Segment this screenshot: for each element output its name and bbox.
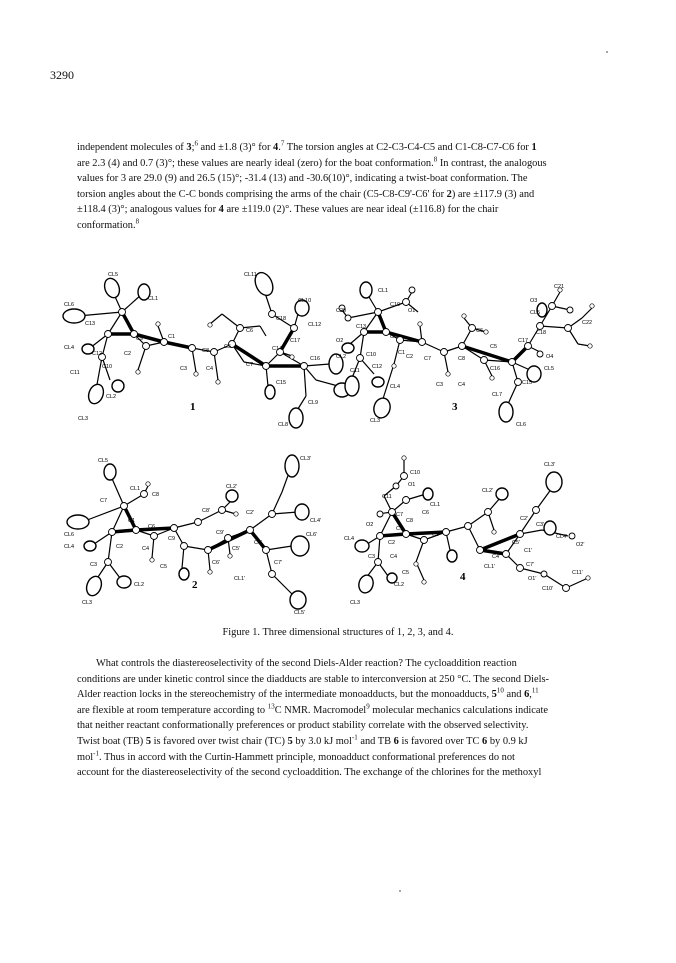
atom-label: CL7 (492, 392, 503, 398)
atom-label: C7 (246, 362, 254, 368)
atom-label: C6 (148, 524, 156, 530)
atom-label: CL6 (64, 302, 75, 308)
scan-speck (399, 890, 401, 892)
figure-row-top (60, 262, 620, 440)
chlorine-atom (67, 515, 89, 529)
chlorine-atom (102, 276, 122, 300)
structure-4 (344, 456, 590, 606)
structure-number: 4 (460, 571, 466, 583)
atom-label: CL3 (370, 418, 381, 424)
atom-label: C2 (116, 544, 124, 550)
chlorine-atom (285, 455, 299, 477)
atom-label: C5 (490, 344, 498, 350)
structure-number: 2 (192, 579, 198, 591)
atom-label: CL4' (310, 518, 322, 524)
atom-label: CL2 (134, 582, 145, 588)
atom-label: C13 (356, 324, 367, 330)
text-line: independent molecules of 3;$^6$ and ±1.8 (3)° for 4.$^7$ The torsion angles at C2-C3-C4-C5 and C1-C8-C7-C6 for 1 (77, 139, 537, 153)
chlorine-atom (423, 488, 433, 500)
chlorine-atom (295, 504, 309, 520)
atom-label: C4 (206, 366, 214, 372)
atom-label: C5' (232, 546, 241, 552)
atom-label: CL2 (336, 354, 347, 360)
atom-label: C1' (254, 540, 263, 546)
atom-label: C3 (436, 382, 444, 388)
atom-label: O3 (530, 298, 538, 304)
structure-1 (63, 270, 350, 428)
text-line: that neither reactant conformationally preferences or product stability correlate with the observed selectivity. (77, 720, 529, 732)
atom-label: C16 (310, 356, 321, 362)
text-line: conformation.$^8$ (77, 217, 140, 231)
chlorine-atom (357, 573, 375, 594)
atom-label: O1 (408, 482, 416, 488)
page-number: 3290 (50, 68, 74, 82)
atom-label: C9 (168, 536, 176, 542)
atom-label: CL1 (148, 296, 159, 302)
atom-label: C20 (336, 308, 347, 314)
atom-label: C8 (152, 492, 160, 498)
chlorine-atom (63, 309, 85, 323)
atom-label: C6' (212, 560, 221, 566)
oxygen-atom (537, 351, 543, 357)
chlorine-atom (360, 282, 372, 298)
text-line: What controls the diastereoselectivity of the second Diels-Alder reaction? The cycloaddition reaction (96, 658, 517, 669)
atom-label: CL4 (390, 384, 401, 390)
atom-label: CL3' (544, 462, 556, 468)
oxygen-atom (541, 571, 547, 577)
atom-label: C12 (372, 364, 383, 370)
atom-label: C10 (102, 364, 113, 370)
atom-label: C6 (422, 510, 430, 516)
atom-label: C10' (542, 586, 554, 592)
atom-label: CL4' (556, 534, 568, 540)
chlorine-atom (546, 472, 562, 492)
text-line: Alder reaction locks in the stereochemistry of the intermediate monoadducts, but the monoadducts, $5^{10}$ and 6,11 (77, 686, 539, 701)
atom-label: C5 (402, 570, 410, 576)
text-line: are flexible at room temperature according to $^{13}$C NMR. Macromodel$^9$ molecular mechanics calculations indicate (77, 702, 548, 716)
atom-label: CL1' (484, 564, 496, 570)
atom-label: CL2' (226, 484, 238, 490)
figure-row-bottom (60, 450, 620, 626)
atom-label: C4 (390, 554, 398, 560)
atom-label: C4' (492, 554, 501, 560)
oxygen-atom (377, 511, 383, 517)
text-line: are 2.3 (4) and 0.7 (3)°; these values are nearly ideal (zero) for the boat conformation.$^8$ In contrast, the analogous (77, 155, 547, 169)
atom-label: C8' (202, 508, 211, 514)
atom-label: CL5 (544, 366, 555, 372)
atom-label: C9' (216, 530, 225, 536)
atom-label: CL6 (516, 422, 527, 428)
oxygen-atom (409, 287, 415, 293)
atom-label: C5 (160, 564, 168, 570)
figure-caption: Figure 1. Three dimensional structures of 1, 2, 3, and 4. (222, 627, 454, 638)
atom-label: C10 (366, 352, 377, 358)
chlorine-atom (84, 574, 104, 598)
chlorine-atom (265, 385, 275, 399)
atom-label: CL8 (278, 422, 289, 428)
chlorine-atom (112, 380, 124, 392)
atom-label: C14 (272, 346, 283, 352)
atom-label: CL3 (82, 600, 93, 606)
atom-label: CL2 (394, 582, 405, 588)
atom-label: C1 (128, 518, 136, 524)
atom-label: CL10 (298, 298, 312, 304)
atom-label: C3' (536, 522, 545, 528)
atom-label: O2' (576, 542, 585, 548)
chlorine-atom (289, 408, 303, 428)
atom-label: C2' (246, 510, 255, 516)
atom-label: C17 (290, 338, 301, 344)
chlorine-atom (355, 540, 369, 552)
atom-label: O1 (408, 308, 416, 314)
text-line: account for the diastereoselectivity of the second cycloaddition. The exchange of the chlorines for the methoxyl (77, 767, 542, 779)
atom-label: O1' (528, 576, 537, 582)
atom-label: CL2' (482, 488, 494, 494)
atom-label: CL3 (350, 600, 361, 606)
atom-label: C11 (350, 368, 360, 374)
text-line: values for 3 are 29.0 (9) and 26.5 (15)°; -31.4 (13) and -30.6(10)°, indicating a twist-boat conformation. The (77, 173, 528, 185)
atom-label: CL4 (344, 536, 355, 542)
atom-label: C11' (572, 570, 583, 576)
atom-label: CL6' (306, 532, 318, 538)
atom-label: C10 (410, 470, 421, 476)
atom-label: C8 (202, 348, 210, 354)
atom-label: CL6 (64, 532, 75, 538)
chlorine-atom (499, 402, 513, 422)
chlorine-atom (291, 536, 309, 556)
atom-label: O2 (336, 338, 344, 344)
chlorine-atom (372, 396, 393, 419)
chlorine-atom (290, 591, 306, 609)
atom-label: C13 (85, 321, 96, 327)
structure-number: 3 (452, 401, 458, 413)
atom-label: C1' (524, 548, 533, 554)
atom-label: C3 (180, 366, 188, 372)
atom-label: C15 (276, 380, 287, 386)
atom-label: C6 (246, 328, 254, 334)
atom-label: C15 (522, 380, 533, 386)
text-line: torsion angles about the C-C bonds comprising the arms of the chair (C5-C8-C9'-C6' for 2) are ±117.9 (3) and (77, 188, 535, 200)
atom-label: C9 (432, 532, 440, 538)
structure-number: 1 (190, 401, 196, 413)
atom-label: CL1 (130, 486, 141, 492)
chlorine-atom (544, 521, 556, 535)
atom-label: C2 (388, 540, 396, 546)
atom-label: C7' (274, 560, 283, 566)
atom-label: C7 (396, 512, 404, 518)
atom-label: CL3 (78, 416, 89, 422)
chlorine-atom (342, 343, 354, 353)
atom-label: C9 (136, 336, 144, 342)
atom-label: CL3' (300, 456, 312, 462)
paragraph-torsion-angles (77, 140, 613, 234)
atom-label: C12 (92, 351, 103, 357)
atom-label: C7 (424, 356, 432, 362)
atom-label: CL4 (64, 345, 75, 351)
atom-label: C18 (536, 330, 547, 336)
text-line: conditions are under kinetic control since the diadducts are stable to interconversion at 250 °C. The second Diels- (77, 673, 549, 685)
atom-label: C1 (398, 350, 406, 356)
oxygen-atom (569, 533, 575, 539)
atom-label: C17 (518, 338, 529, 344)
atom-label: C3 (368, 554, 376, 560)
atom-label: CL5' (294, 610, 306, 616)
atom-label: C5' (512, 540, 521, 546)
chlorine-atom (345, 376, 359, 396)
atom-label: C3 (90, 562, 98, 568)
atom-label: C21 (554, 284, 565, 290)
atom-label: C19 (390, 302, 401, 308)
atom-label: CL9 (308, 400, 319, 406)
atom-label: C5 (224, 344, 232, 350)
structure-2 (64, 455, 321, 616)
scan-speck (606, 51, 608, 53)
atom-label: C6 (476, 328, 484, 334)
oxygen-atom (567, 307, 573, 313)
chlorine-atom (104, 464, 116, 480)
atom-label: C1 (396, 526, 404, 532)
structure-3 (336, 282, 594, 428)
text-line: mol$^{-1}$. Thus in accord with the Curtin-Hammett principle, monoadduct conformational preferences do not (77, 749, 515, 763)
paragraph-diastereoselectivity (77, 656, 613, 781)
atom-label: C8 (458, 356, 466, 362)
atom-label: C2' (520, 516, 529, 522)
text-line: Twist boat (TB) 5 is favored over twist chair (TC) 5 by 3.0 kJ mol$^{-1}$ and TB 6 is favored over TC 6 by 0.9 kJ (77, 733, 528, 747)
atom-label: CL2 (106, 394, 117, 400)
atom-label: CL4 (64, 544, 75, 550)
atom-label: C7 (100, 498, 108, 504)
atom-label: C11 (382, 494, 392, 500)
atom-label: C22 (582, 320, 593, 326)
atom-label: C2 (406, 354, 414, 360)
chlorine-atom (226, 490, 238, 502)
atom-label: C11 (70, 370, 80, 376)
atom-label: C18 (276, 316, 287, 322)
atom-label: CL1 (378, 288, 389, 294)
atom-label: C7' (526, 562, 535, 568)
text-line: ±118.4 (3)°; analogous values for 4 are ±119.0 (2)°. These values are near ideal (±116.8) for the chair (77, 204, 499, 216)
chlorine-atom (86, 382, 106, 406)
atom-label: CL5 (530, 310, 541, 316)
atom-label: CL1' (234, 576, 246, 582)
atom-label: CL1 (430, 502, 441, 508)
atom-label: C9 (390, 334, 398, 340)
chlorine-atom (496, 488, 508, 500)
atom-label: CL5 (108, 272, 119, 278)
chlorine-atom (84, 541, 96, 551)
atom-label: O2 (366, 522, 374, 528)
atom-label: CL5 (98, 458, 109, 464)
chlorine-atom (179, 568, 189, 580)
atom-label: CL11 (244, 272, 257, 278)
atom-label: C8 (406, 518, 414, 524)
atom-label: O4 (546, 354, 554, 360)
chlorine-atom (117, 576, 131, 588)
atom-label: CL12 (308, 322, 322, 328)
atom-label: C16 (490, 366, 501, 372)
atom-label: C4 (142, 546, 150, 552)
chlorine-atom (447, 550, 457, 562)
atom-label: C2 (124, 351, 132, 357)
atom-label: C1 (168, 334, 176, 340)
atom-label: C4 (458, 382, 466, 388)
chlorine-atom (372, 377, 384, 387)
